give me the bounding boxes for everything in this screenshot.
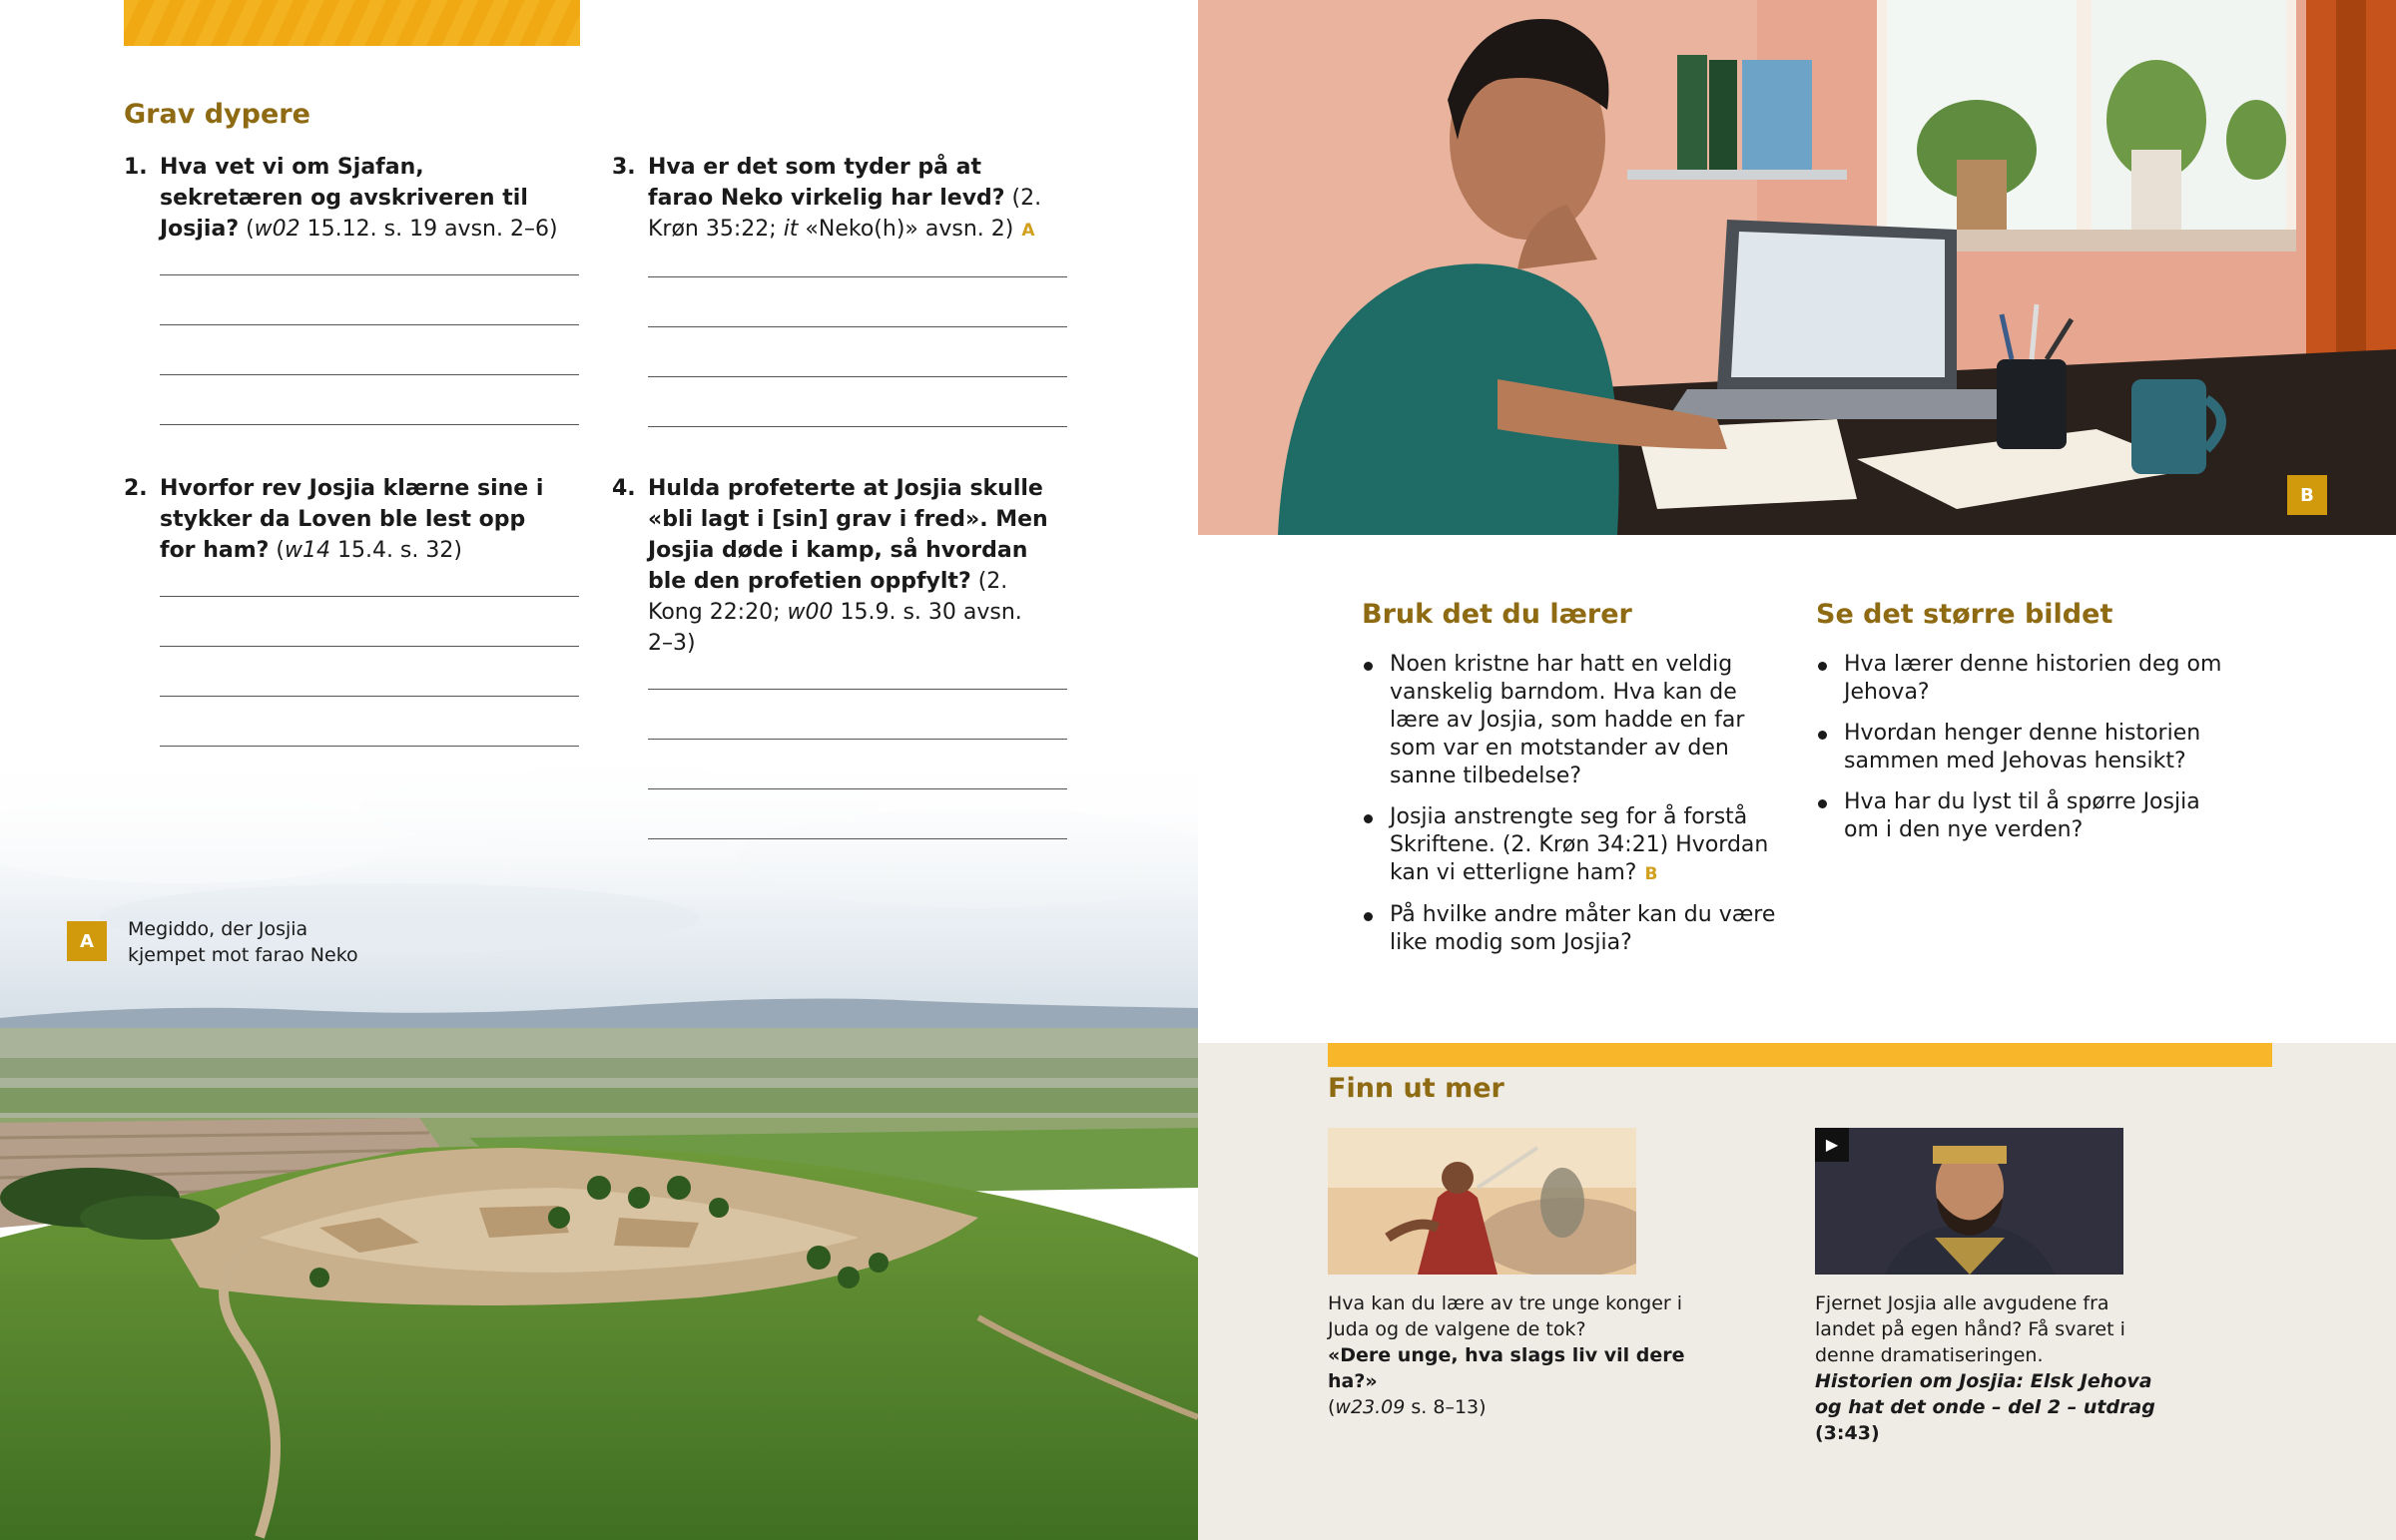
question-number: 3. [612,155,636,180]
reference-open: (2. Krøn 35:22; [648,186,1042,242]
answer-line[interactable] [160,746,579,747]
study-photo [1198,0,2396,535]
answer-line[interactable] [648,276,1067,277]
article-title[interactable]: «Dere unge, hva slags liv vil dere ha?» [1328,1344,1685,1392]
question-bold: Hvorfor rev Josjia klærne sine i stykker da Loven ble lest opp for ham? [160,476,544,563]
apply-list [1362,651,1781,970]
answer-lines[interactable] [160,274,563,425]
article-description: Hva kan du lære av tre unge konger i Juda og de valgene de tok? [1328,1292,1683,1340]
bigger-picture-list [1816,651,2235,857]
question-bold: Hulda profeterte at Josjia skulle «bli lagt i [sin] grav i fred». Men Josjia døde i kamp, så hvordan ble den profetien oppfylt? [648,476,1048,594]
question-number: 1. [124,155,148,180]
reference-source: w23.09 [1335,1396,1406,1418]
list-item [1362,803,1781,888]
question-2 [124,473,563,747]
dig-deeper-heading: Grav dypere [124,99,310,130]
reference-source: w00 [787,600,834,625]
video-card [1815,1290,2174,1446]
answer-line[interactable] [648,376,1067,377]
article-card [1328,1290,1687,1420]
find-more-heading: Finn ut mer [1328,1073,1504,1104]
reference-rest: «Neko(h)» avsn. 2) [798,217,1014,242]
video-title[interactable]: Historien om Josjia: Elsk Jehova og hat det onde – del 2 – utdrag [1815,1370,2155,1418]
answer-lines[interactable] [648,276,1051,427]
question-4 [612,473,1051,839]
answer-line[interactable] [648,739,1067,740]
photo-caption-a: Megiddo, der Josjia kjempet mot farao Neko [128,918,358,966]
right-page [1198,0,2396,1540]
answer-lines[interactable] [648,689,1051,839]
reference-open: ( [1328,1396,1336,1418]
question-number: 2. [124,476,148,501]
question-1 [124,152,563,425]
article-reference [1328,1394,1687,1420]
video-title-line[interactable] [1815,1368,2174,1446]
answer-line[interactable] [648,426,1067,427]
answer-line[interactable] [160,646,579,647]
answer-line[interactable] [160,324,579,325]
video-thumbnail[interactable] [1815,1128,2123,1275]
reference-rest: 15.9. s. 30 avsn. 2–3) [648,600,1022,656]
bigger-picture-heading: Se det større bildet [1816,599,2113,630]
play-icon[interactable]: ▶ [1815,1128,1849,1162]
reference-open: ( [269,538,285,563]
question-text [160,473,563,566]
reference-source: w14 [284,538,330,563]
list-item: Hvordan henger denne historien sammen med Jehovas hensikt? [1816,720,2235,775]
decorative-top-band [124,0,580,46]
photo-badge-b: B [2287,475,2327,515]
photo-badge-a: A [67,921,107,961]
answer-line[interactable] [648,689,1067,690]
answer-line[interactable] [160,374,579,375]
question-3 [612,152,1051,427]
answer-line[interactable] [160,696,579,697]
apply-heading: Bruk det du lærer [1362,599,1632,630]
video-duration: (3:43) [1815,1422,1880,1444]
answer-line[interactable] [160,424,579,425]
answer-line[interactable] [160,596,579,597]
reference-source: it [783,217,799,242]
question-text [648,473,1051,659]
list-item: Hva har du lyst til å spørre Josjia om i den nye verden? [1816,788,2235,844]
answer-line[interactable] [160,274,579,275]
find-more-panel [1198,1043,2396,1540]
list-item: På hvilke andre måter kan du være like modig som Josjia? [1362,901,1781,957]
list-item-text: Josjia anstrengte seg for å forstå Skriftene. (2. Krøn 34:21) Hvordan kan vi etterligne ham? [1390,804,1769,885]
list-item: Hva lærer denne historien deg om Jehova? [1816,651,2235,707]
question-text [648,152,1051,247]
question-bold: Hva vet vi om Sjafan, sekretæren og avskriveren til Josjia? [160,155,528,242]
answer-line[interactable] [648,838,1067,839]
reference-rest: 15.4. s. 32) [329,538,462,563]
article-thumbnail[interactable] [1328,1128,1636,1275]
photo-ref-tag-b: B [1644,864,1658,884]
reference-rest: s. 8–13) [1405,1396,1487,1418]
answer-lines[interactable] [160,596,563,747]
photo-ref-tag-a: A [1021,221,1035,241]
reference-rest: 15.12. s. 19 avsn. 2–6) [300,217,558,242]
question-number: 4. [612,476,636,501]
answer-line[interactable] [648,326,1067,327]
reference-source: w02 [254,217,300,242]
question-text [160,152,563,245]
video-description: Fjernet Josjia alle avgudene fra landet på egen hånd? Få svaret i denne dramatiseringen. [1815,1292,2125,1366]
reference-open: ( [239,217,255,242]
reference-open: (2. Kong 22:20; [648,569,1008,625]
question-bold: Hva er det som tyder på at farao Neko virkelig har levd? [648,155,1005,211]
list-item: Noen kristne har hatt en veldig vanskelig barndom. Hva kan de lære av Josjia, som hadde en far som var en motstander av den sanne tilbedelse? [1362,651,1781,790]
find-more-bar [1328,1043,2272,1067]
answer-line[interactable] [648,788,1067,789]
